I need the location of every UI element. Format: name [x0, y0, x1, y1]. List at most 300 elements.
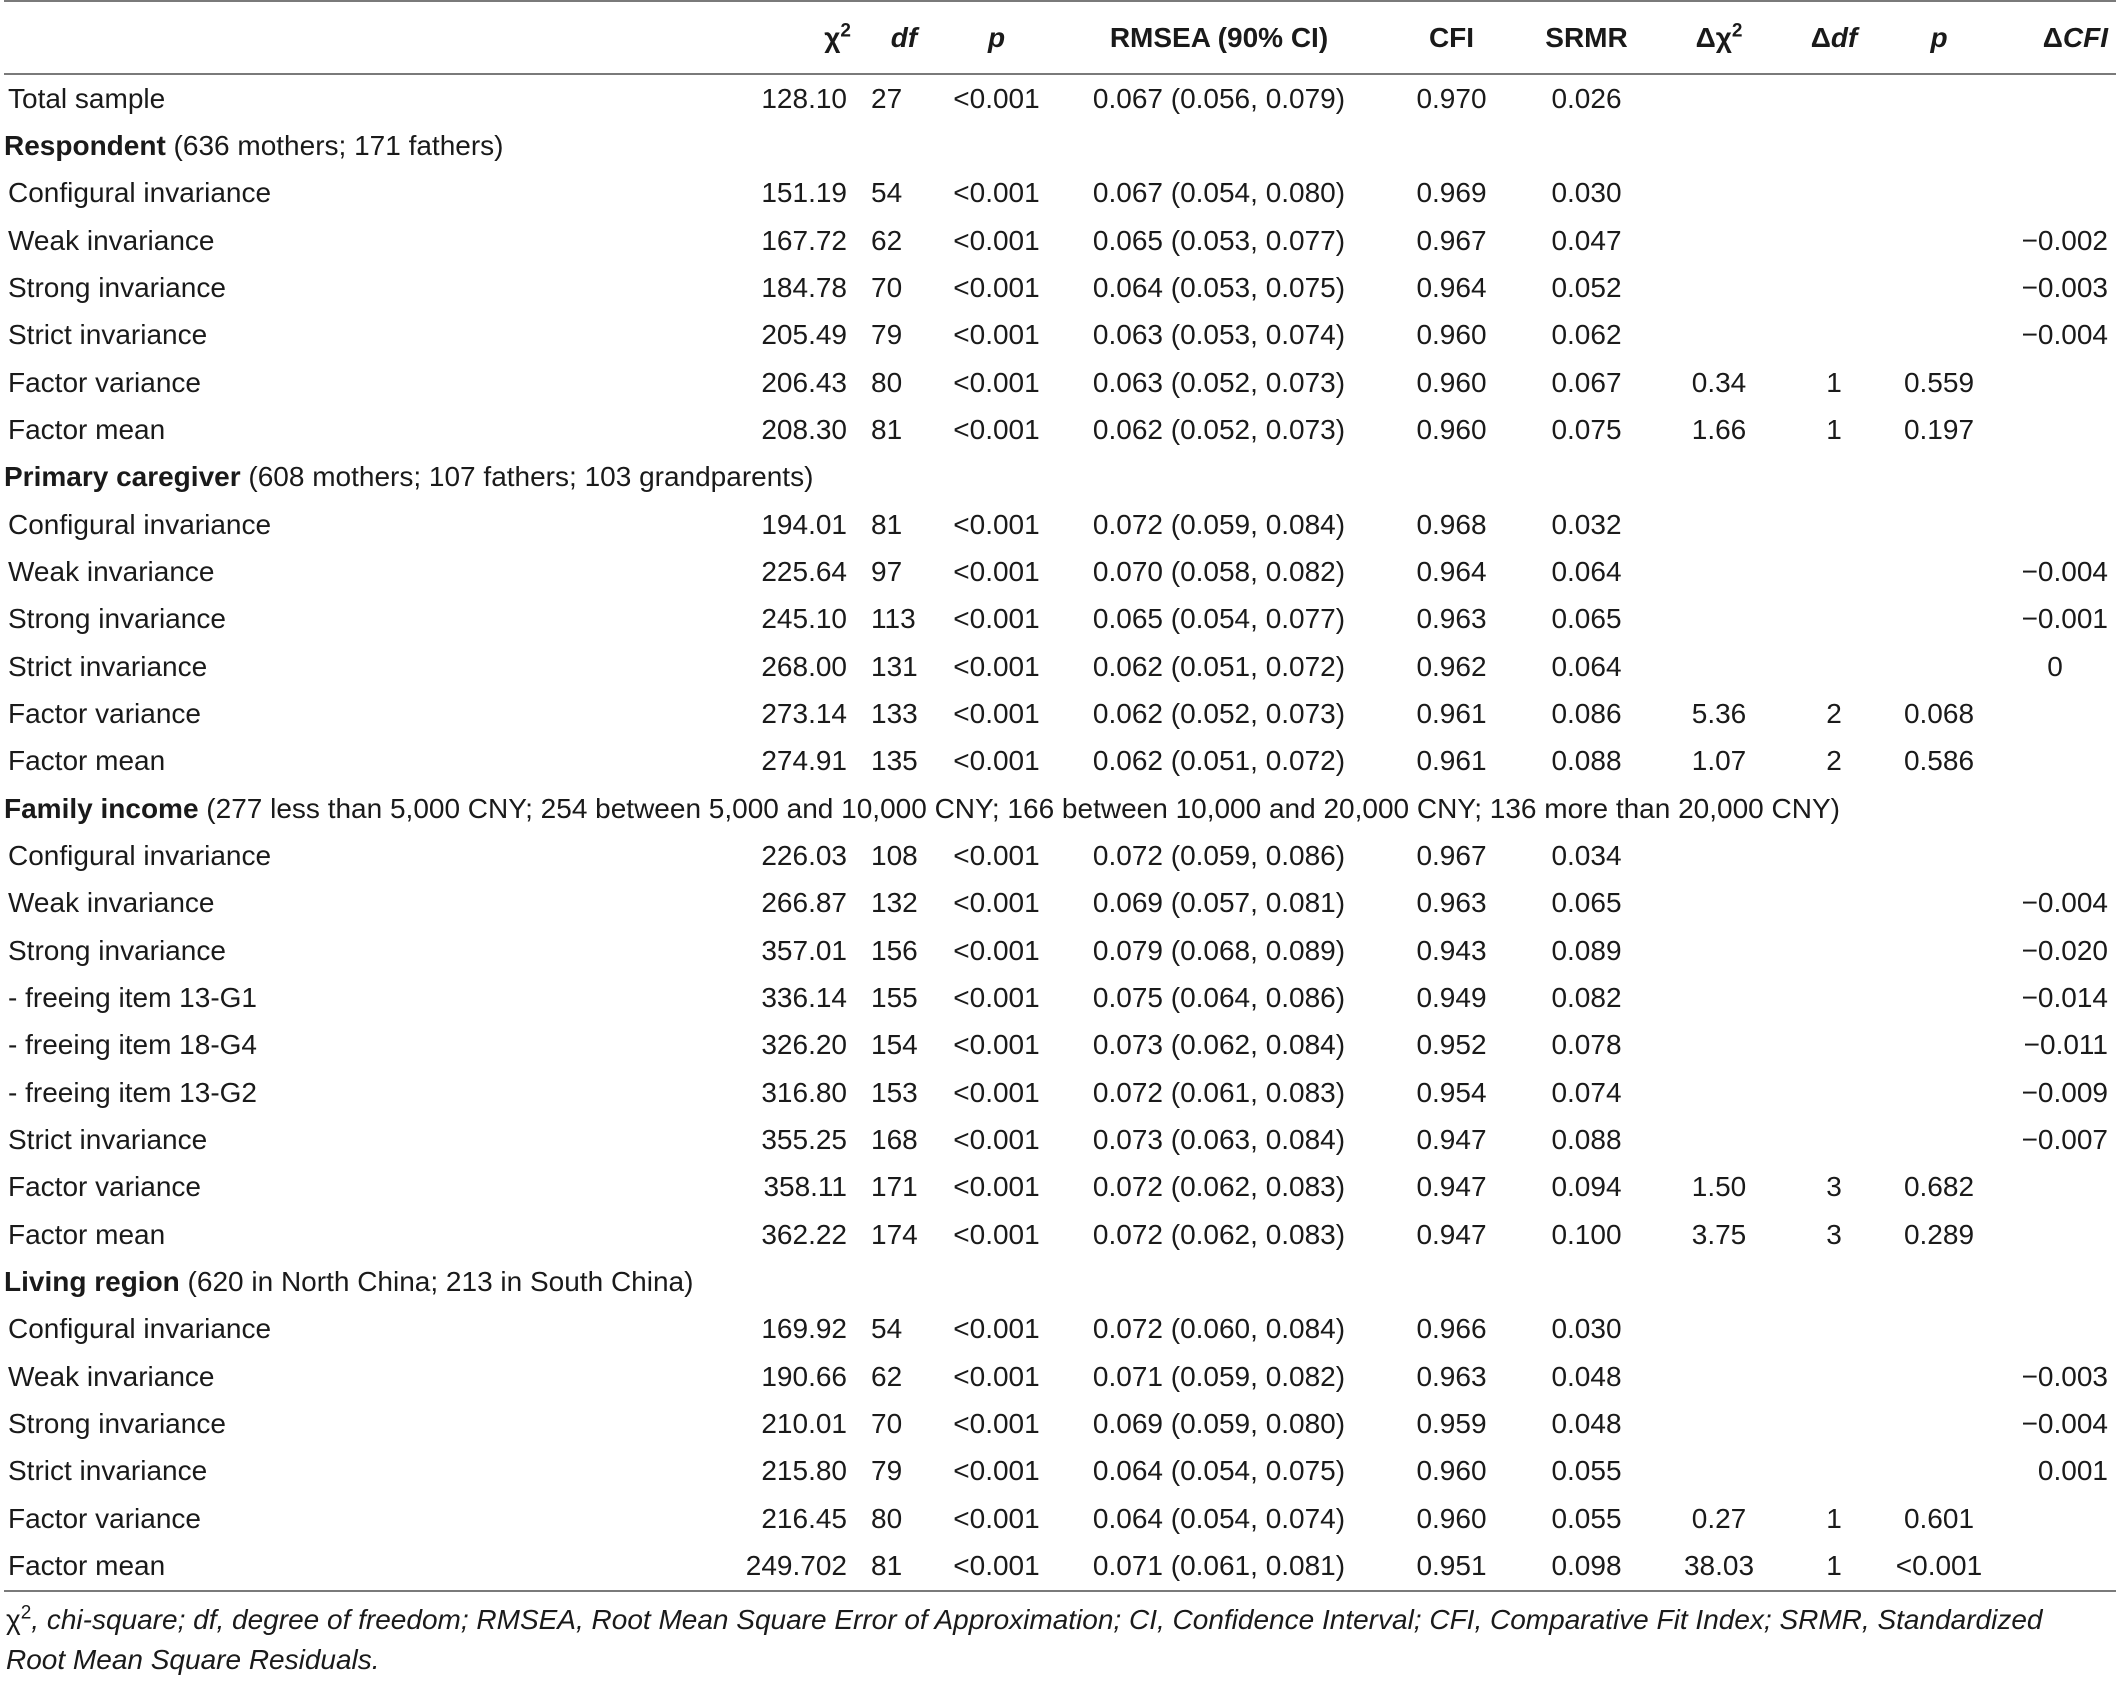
cell-delta-p [1884, 170, 1994, 217]
cell-delta-cfi: −0.003 [2021, 1360, 2108, 1392]
row-label: Strict invariance [8, 650, 208, 682]
cell-df: 133 [871, 697, 918, 729]
row-label: Weak invariance [8, 1360, 215, 1392]
cell-rmsea: 0.073 (0.062, 0.084) [1092, 1029, 1346, 1061]
header-df: df [869, 2, 939, 74]
cell-srmr: 0.055 [1551, 1455, 1622, 1487]
cell-delta-df: 1 [1826, 366, 1842, 398]
cell-p: <0.001 [953, 1076, 1040, 1108]
cell-delta-df [1784, 217, 1884, 264]
cell-rmsea: 0.064 (0.054, 0.075) [1092, 1455, 1346, 1487]
cell-delta-df [1784, 312, 1884, 359]
section-title [4, 122, 2116, 169]
cell-chi2: 128.10 [761, 82, 847, 114]
section-description: (620 in North China; 213 in South China) [179, 1265, 694, 1297]
cell-cfi: 0.952 [1416, 1029, 1487, 1061]
cell-rmsea: 0.071 (0.061, 0.081) [1054, 1542, 1384, 1590]
cell-df: 54 [871, 1313, 903, 1345]
cell-delta-cfi [1994, 501, 2116, 548]
row-label: Strict invariance [8, 1455, 208, 1487]
cell-p: <0.001 [953, 1313, 1040, 1345]
cell-delta-cfi [1994, 1211, 2116, 1258]
cell-srmr: 0.064 [1551, 650, 1622, 682]
cell-delta-df [1784, 501, 1884, 548]
cell-delta-p: <0.001 [1884, 1542, 1994, 1590]
table-row [4, 501, 2116, 548]
cell-p: <0.001 [953, 697, 1040, 729]
row-label: - freeing item 13-G1 [8, 981, 257, 1013]
cell-p: <0.001 [953, 1029, 1040, 1061]
cell-chi2: 215.80 [761, 1455, 847, 1487]
header-srmr: SRMR [1519, 2, 1654, 74]
cell-delta-cfi: 0.001 [2037, 1455, 2108, 1487]
cell-df: 81 [871, 413, 903, 445]
cell-delta-p: 0.289 [1903, 1218, 1975, 1250]
cell-chi2: 357.01 [761, 934, 847, 966]
cell-df: 153 [871, 1076, 918, 1108]
header-delta-cfi: ΔCFI [1994, 2, 2116, 74]
cell-p: <0.001 [953, 934, 1040, 966]
cell-srmr: 0.094 [1551, 1171, 1622, 1203]
cell-rmsea: 0.072 (0.060, 0.084) [1092, 1313, 1346, 1345]
cell-rmsea: 0.067 (0.054, 0.080) [1092, 177, 1346, 209]
cell-delta-p: 0.601 [1903, 1502, 1975, 1534]
row-label: - freeing item 18-G4 [8, 1029, 257, 1061]
cell-delta-p: 0.559 [1903, 366, 1975, 398]
cell-cfi: 0.961 [1416, 697, 1487, 729]
cell-delta-cfi: −0.004 [2021, 1407, 2108, 1439]
cell-p: <0.001 [953, 413, 1040, 445]
cell-delta-p [1884, 832, 1994, 879]
cell-df: 54 [871, 177, 903, 209]
cell-delta-df [1784, 880, 1884, 927]
cell-rmsea: 0.063 (0.052, 0.073) [1092, 366, 1346, 398]
table-row [4, 1495, 2116, 1542]
cell-p: <0.001 [953, 508, 1040, 540]
cell-chi2: 190.66 [761, 1360, 847, 1392]
table-row [4, 1306, 2116, 1353]
cell-srmr: 0.064 [1551, 555, 1622, 587]
cell-delta-chi2 [1654, 217, 1784, 264]
cell-cfi: 0.962 [1416, 650, 1487, 682]
cell-chi2: 245.10 [761, 603, 847, 635]
cell-delta-p: 0.197 [1903, 413, 1975, 445]
cell-srmr: 0.098 [1519, 1542, 1654, 1590]
section-header-row [4, 785, 2116, 832]
section-description: (636 mothers; 171 fathers) [165, 129, 504, 161]
cell-chi2: 362.22 [761, 1218, 847, 1250]
cell-rmsea: 0.072 (0.062, 0.083) [1092, 1171, 1346, 1203]
cell-cfi: 0.960 [1416, 413, 1487, 445]
table-row [4, 974, 2116, 1021]
cell-rmsea: 0.072 (0.061, 0.083) [1092, 1076, 1346, 1108]
table-footnote: $\chi^2$, chi-square; df, degree of freedom; RMSEA, Root Mean Square Error of Approximation; CI, Confidence Interval; CFI, Comparative Fit Index; SRMR, Standardized Root Mean Square Residuals. [6, 1602, 2043, 1675]
cell-delta-chi2: 38.03 [1654, 1542, 1784, 1590]
cell-delta-chi2 [1654, 1116, 1784, 1163]
cell-delta-df [1784, 548, 1884, 595]
cell-rmsea: 0.063 (0.053, 0.074) [1092, 319, 1346, 351]
section-title [4, 1258, 2116, 1305]
cell-p: <0.001 [953, 650, 1040, 682]
cell-df: 80 [871, 1502, 903, 1534]
table-row [4, 927, 2116, 974]
cell-cfi: 0.967 [1416, 839, 1487, 871]
cell-delta-cfi [1994, 1164, 2116, 1211]
cell-delta-df [1784, 596, 1884, 643]
cell-srmr: 0.074 [1551, 1076, 1622, 1108]
cell-df: 79 [871, 319, 903, 351]
section-header-row [4, 454, 2116, 501]
row-label: - freeing item 13-G2 [8, 1076, 257, 1108]
cell-srmr: 0.047 [1551, 224, 1622, 256]
cell-cfi: 0.967 [1416, 224, 1487, 256]
cell-srmr: 0.055 [1551, 1502, 1622, 1534]
cell-df: 168 [871, 1123, 918, 1155]
table-row [4, 643, 2116, 690]
cell-chi2: 336.14 [761, 981, 847, 1013]
cell-delta-chi2 [1654, 596, 1784, 643]
cell-rmsea: 0.072 (0.062, 0.083) [1092, 1218, 1346, 1250]
cell-delta-chi2: 0.27 [1691, 1502, 1747, 1534]
cell-srmr: 0.067 [1551, 366, 1622, 398]
table-body [4, 74, 2116, 1591]
cell-p: <0.001 [953, 1171, 1040, 1203]
cell-df: 81 [869, 1542, 939, 1590]
cell-rmsea: 0.064 (0.054, 0.074) [1092, 1502, 1346, 1534]
row-label: Total sample [8, 82, 166, 114]
table-row [4, 1069, 2116, 1116]
cell-rmsea: 0.062 (0.051, 0.072) [1092, 650, 1346, 682]
cell-delta-df [1784, 832, 1884, 879]
table-row [4, 738, 2116, 785]
table-row [4, 1353, 2116, 1400]
cell-p: <0.001 [953, 319, 1040, 351]
header-delta-df: Δdf [1784, 2, 1884, 74]
cell-rmsea: 0.070 (0.058, 0.082) [1092, 555, 1346, 587]
cell-delta-p [1884, 880, 1994, 927]
cell-p: <0.001 [939, 1542, 1054, 1590]
cell-delta-df [1784, 643, 1884, 690]
cell-delta-cfi [1994, 406, 2116, 453]
cell-rmsea: 0.071 (0.059, 0.082) [1092, 1360, 1346, 1392]
cell-df: 62 [871, 224, 903, 256]
cell-cfi: 0.963 [1416, 887, 1487, 919]
cell-cfi: 0.943 [1416, 934, 1487, 966]
cell-p: <0.001 [953, 603, 1040, 635]
cell-delta-chi2: 1.50 [1691, 1171, 1747, 1203]
header-delta-p: p [1884, 2, 1994, 74]
cell-df: 156 [871, 934, 918, 966]
cell-chi2: 151.19 [761, 177, 847, 209]
cell-df: 113 [871, 603, 916, 635]
cell-delta-p [1884, 312, 1994, 359]
row-label: Weak invariance [8, 887, 215, 919]
section-title [4, 454, 2116, 501]
header-cfi: CFI [1384, 2, 1519, 74]
cell-delta-cfi [1994, 359, 2116, 406]
table-row [4, 1116, 2116, 1163]
cell-delta-p [1884, 974, 1994, 1021]
cell-p: <0.001 [953, 1455, 1040, 1487]
table-row [4, 264, 2116, 311]
cell-df: 70 [871, 1407, 903, 1439]
cell-df: 155 [871, 981, 918, 1013]
cell-delta-cfi [1994, 1542, 2116, 1590]
cell-delta-df [1784, 1022, 1884, 1069]
cell-delta-p [1884, 643, 1994, 690]
cell-p: <0.001 [953, 555, 1040, 587]
cell-delta-p [1884, 217, 1994, 264]
cell-delta-cfi: −0.009 [2021, 1076, 2108, 1108]
cell-rmsea: 0.072 (0.059, 0.084) [1092, 508, 1346, 540]
cell-p: <0.001 [953, 1502, 1040, 1534]
cell-delta-cfi [1994, 170, 2116, 217]
cell-chi2: 273.14 [761, 697, 847, 729]
cell-delta-p: 0.586 [1903, 745, 1975, 777]
cell-chi2: 268.00 [761, 650, 847, 682]
cell-p: <0.001 [953, 981, 1040, 1013]
cell-df: 80 [871, 366, 903, 398]
cell-delta-cfi [1994, 1306, 2116, 1353]
row-label: Strong invariance [8, 603, 226, 635]
cell-delta-chi2 [1654, 927, 1784, 974]
row-label: Factor variance [8, 366, 201, 398]
cell-delta-cfi: 0 [2047, 650, 2063, 682]
row-label: Strong invariance [8, 271, 226, 303]
cell-delta-chi2 [1654, 643, 1784, 690]
section-title [4, 785, 2116, 832]
cell-delta-cfi: −0.014 [2021, 981, 2108, 1013]
cell-srmr: 0.030 [1551, 1313, 1622, 1345]
cell-chi2: 206.43 [761, 366, 847, 398]
cell-rmsea: 0.065 (0.053, 0.077) [1092, 224, 1346, 256]
row-label: Factor variance [8, 697, 201, 729]
cell-p: <0.001 [953, 1123, 1040, 1155]
table-row [4, 596, 2116, 643]
cell-delta-cfi: −0.004 [2021, 555, 2108, 587]
cell-chi2: 274.91 [761, 745, 847, 777]
cell-p: <0.001 [953, 745, 1040, 777]
cell-cfi: 0.963 [1416, 1360, 1487, 1392]
cell-srmr: 0.052 [1551, 271, 1622, 303]
row-label: Strong invariance [8, 1407, 226, 1439]
cell-rmsea: 0.065 (0.054, 0.077) [1092, 603, 1346, 635]
cell-p: <0.001 [953, 839, 1040, 871]
cell-rmsea: 0.062 (0.052, 0.073) [1092, 413, 1346, 445]
cell-df: 79 [871, 1455, 903, 1487]
cell-delta-p [1884, 501, 1994, 548]
cell-delta-p [1884, 1116, 1994, 1163]
cell-delta-cfi: −0.007 [2021, 1123, 2108, 1155]
cell-srmr: 0.034 [1551, 839, 1622, 871]
row-label: Weak invariance [8, 224, 215, 256]
table-row [4, 1164, 2116, 1211]
cell-delta-chi2 [1654, 1069, 1784, 1116]
cell-delta-df [1784, 1448, 1884, 1495]
section-header-row [4, 1258, 2116, 1305]
cell-delta-chi2 [1654, 832, 1784, 879]
cell-delta-p: 0.068 [1903, 697, 1975, 729]
cell-chi2: 184.78 [761, 271, 847, 303]
row-label: Factor mean [8, 413, 166, 445]
cell-p: <0.001 [953, 1360, 1040, 1392]
cell-cfi: 0.961 [1416, 745, 1487, 777]
cell-delta-df [1784, 974, 1884, 1021]
cell-delta-df [1784, 1116, 1884, 1163]
cell-delta-cfi [1994, 690, 2116, 737]
cell-delta-chi2 [1654, 548, 1784, 595]
cell-delta-chi2 [1654, 1448, 1784, 1495]
cell-delta-chi2: 1.66 [1691, 413, 1747, 445]
cell-cfi: 0.969 [1416, 177, 1487, 209]
cell-delta-p [1884, 927, 1994, 974]
fit-indices-table [4, 0, 2116, 1592]
cell-delta-chi2 [1654, 170, 1784, 217]
cell-cfi: 0.960 [1416, 319, 1487, 351]
cell-chi2: 358.11 [763, 1171, 847, 1203]
cell-srmr: 0.089 [1551, 934, 1622, 966]
cell-chi2: 316.80 [761, 1076, 847, 1108]
row-label: Weak invariance [8, 555, 215, 587]
cell-df: 135 [871, 745, 918, 777]
cell-delta-p [1884, 74, 1994, 122]
cell-cfi: 0.947 [1416, 1171, 1487, 1203]
cell-delta-chi2: 5.36 [1691, 697, 1747, 729]
cell-srmr: 0.075 [1551, 413, 1622, 445]
cell-rmsea: 0.069 (0.059, 0.080) [1092, 1407, 1346, 1439]
header-delta-chi2: $\Delta\chi^2$ [1654, 2, 1784, 74]
cell-cfi: 0.960 [1416, 1455, 1487, 1487]
cell-delta-chi2 [1654, 501, 1784, 548]
header-label [4, 2, 694, 74]
cell-delta-df: 3 [1826, 1171, 1842, 1203]
row-label: Configural invariance [8, 508, 272, 540]
table-row [4, 170, 2116, 217]
cell-delta-df [1784, 1400, 1884, 1447]
row-label: Strong invariance [8, 934, 226, 966]
cell-cfi: 0.964 [1416, 555, 1487, 587]
cell-rmsea: 0.072 (0.059, 0.086) [1092, 839, 1346, 871]
cell-rmsea: 0.064 (0.053, 0.075) [1092, 271, 1346, 303]
cell-cfi: 0.947 [1416, 1218, 1487, 1250]
cell-chi2: 167.72 [761, 224, 847, 256]
cell-p: <0.001 [953, 271, 1040, 303]
cell-cfi: 0.949 [1416, 981, 1487, 1013]
cell-cfi: 0.966 [1416, 1313, 1487, 1345]
cell-cfi: 0.951 [1384, 1542, 1519, 1590]
cell-delta-cfi [1994, 832, 2116, 879]
section-description: (608 mothers; 107 fathers; 103 grandparents) [240, 461, 814, 493]
cell-delta-chi2 [1654, 880, 1784, 927]
cell-chi2: 226.03 [761, 839, 847, 871]
table-row [4, 1448, 2116, 1495]
cell-delta-p [1884, 1400, 1994, 1447]
cell-p: <0.001 [953, 887, 1040, 919]
cell-delta-cfi [1994, 738, 2116, 785]
cell-srmr: 0.048 [1551, 1360, 1622, 1392]
section-header-row [4, 122, 2116, 169]
table-header [4, 1, 2116, 74]
cell-df: 108 [871, 839, 918, 871]
section-description: (277 less than 5,000 CNY; 254 between 5,000 and 10,000 CNY; 166 between 10,000 and 20,000 CNY; 136 more than 20,000 CNY) [198, 792, 1840, 824]
cell-rmsea: 0.075 (0.064, 0.086) [1092, 981, 1346, 1013]
cell-delta-p: 0.682 [1903, 1171, 1975, 1203]
cell-cfi: 0.959 [1416, 1407, 1487, 1439]
cell-delta-p [1884, 596, 1994, 643]
cell-delta-df: 3 [1826, 1218, 1842, 1250]
cell-srmr: 0.065 [1551, 887, 1622, 919]
cell-delta-p [1884, 1069, 1994, 1116]
cell-delta-p [1884, 1353, 1994, 1400]
cell-chi2: 216.45 [761, 1502, 847, 1534]
cell-delta-chi2 [1654, 1022, 1784, 1069]
cell-delta-df: 1 [1826, 1502, 1842, 1534]
cell-srmr: 0.030 [1551, 177, 1622, 209]
cell-delta-chi2 [1654, 74, 1784, 122]
table-row [4, 690, 2116, 737]
table-row [4, 359, 2116, 406]
cell-delta-df [1784, 170, 1884, 217]
cell-chi2: 326.20 [761, 1029, 847, 1061]
cell-delta-chi2 [1654, 264, 1784, 311]
cell-cfi: 0.963 [1416, 603, 1487, 635]
cell-df: 97 [871, 555, 903, 587]
cell-df: 171 [871, 1171, 918, 1203]
cell-delta-df: 1 [1784, 1542, 1884, 1590]
cell-df: 70 [871, 271, 903, 303]
cell-p: <0.001 [953, 224, 1040, 256]
cell-delta-chi2: 1.07 [1691, 745, 1747, 777]
cell-delta-chi2 [1654, 1306, 1784, 1353]
cell-srmr: 0.088 [1551, 745, 1622, 777]
table-row [4, 1542, 2116, 1590]
table-row [4, 880, 2116, 927]
row-label: Factor mean [8, 745, 166, 777]
cell-rmsea: 0.079 (0.068, 0.089) [1092, 934, 1346, 966]
header-row [4, 2, 2116, 74]
cell-p: <0.001 [953, 1407, 1040, 1439]
cell-srmr: 0.088 [1551, 1123, 1622, 1155]
cell-delta-chi2: 0.34 [1691, 366, 1747, 398]
table-row [4, 217, 2116, 264]
cell-chi2: 266.87 [761, 887, 847, 919]
cell-delta-chi2 [1654, 1353, 1784, 1400]
cell-cfi: 0.960 [1416, 1502, 1487, 1534]
cell-delta-p [1884, 264, 1994, 311]
cell-delta-cfi [1994, 74, 2116, 122]
row-label: Configural invariance [8, 177, 272, 209]
cell-delta-cfi: −0.011 [2023, 1029, 2108, 1061]
cell-delta-df: 2 [1826, 697, 1842, 729]
section-name: Living region [4, 1265, 180, 1297]
cell-srmr: 0.048 [1551, 1407, 1622, 1439]
header-rmsea: RMSEA (90% CI) [1054, 2, 1384, 74]
cell-delta-p [1884, 1022, 1994, 1069]
cell-cfi: 0.954 [1416, 1076, 1487, 1108]
cell-chi2: 210.01 [761, 1407, 847, 1439]
cell-srmr: 0.032 [1551, 508, 1622, 540]
cell-delta-p [1884, 1448, 1994, 1495]
cell-p: <0.001 [953, 177, 1040, 209]
cell-chi2: 194.01 [761, 508, 847, 540]
cell-p: <0.001 [953, 366, 1040, 398]
cell-srmr: 0.065 [1551, 603, 1622, 635]
cell-p: <0.001 [953, 82, 1040, 114]
cell-delta-p [1884, 1306, 1994, 1353]
cell-cfi: 0.960 [1416, 366, 1487, 398]
cell-chi2: 208.30 [761, 413, 847, 445]
cell-srmr: 0.078 [1551, 1029, 1622, 1061]
